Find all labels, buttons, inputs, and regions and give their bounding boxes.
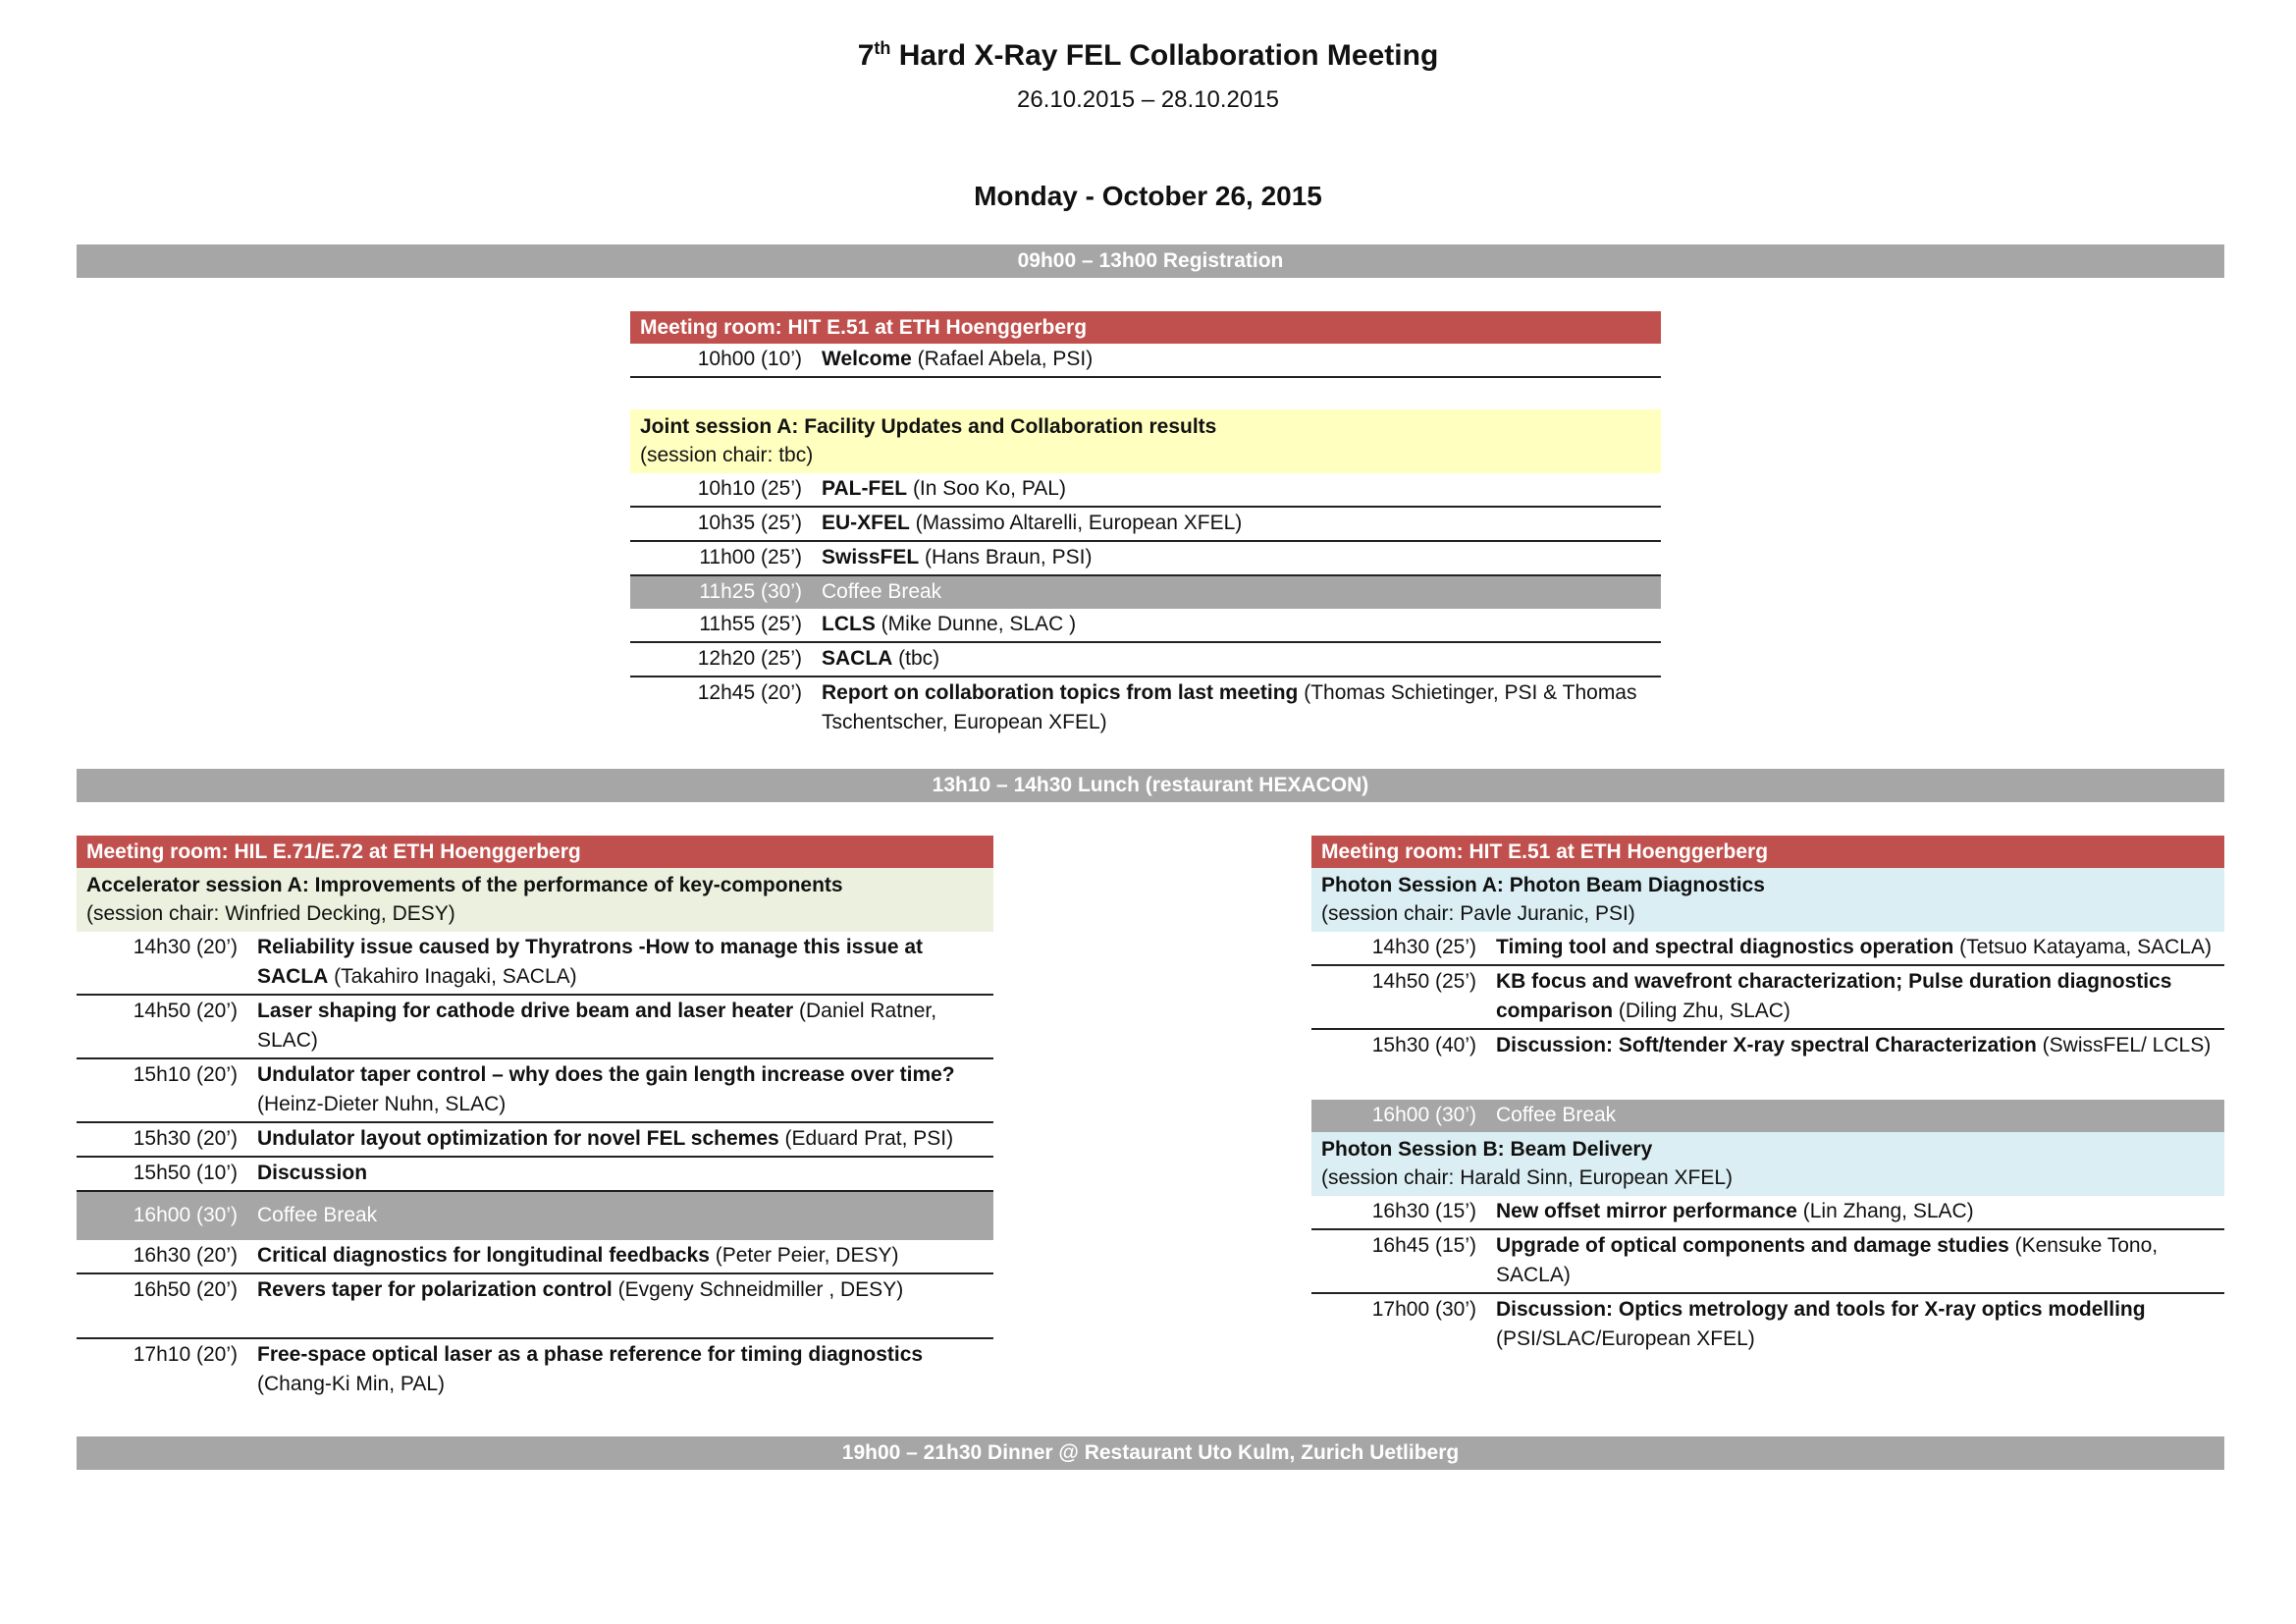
talk-speaker: (Rafael Abela, PSI) [911,348,1094,370]
row-time: 14h30 (25’) [1371,936,1476,958]
title-superscript: th [874,38,891,58]
title-number: 7 [857,39,875,72]
talk-title: KB focus and wavefront characterization; Pulse duration diagnostics comparison [1496,970,2172,1022]
schedule-row [77,1158,993,1192]
talk-speaker: (Eduard Prat, PSI) [778,1127,954,1150]
talk-title: LCLS [822,613,876,635]
row-time: 16h45 (15’) [1371,1234,1476,1257]
session-name: Accelerator session A: Improvements of the performance of key-components [86,874,843,896]
title-text: Hard X-Ray FEL Collaboration Meeting [890,39,1439,72]
row-time: 11h55 (25’) [699,613,802,635]
schedule-row [630,643,1661,677]
session-chair: (session chair: tbc) [640,444,814,466]
row-description [1496,1031,2224,1060]
row-description [257,1159,993,1188]
row-time: 15h30 (20’) [133,1127,238,1150]
schedule-row [630,609,1661,643]
schedule-row [77,996,993,1059]
talk-title: Reliability issue caused by Thyratrons -How to manage this issue at SACLA [257,936,924,988]
schedule-row [77,1339,993,1401]
talk-speaker: (Evgeny Schneidmiller , DESY) [612,1278,904,1301]
talk-speaker: (SwissFEL/ LCLS) [2036,1034,2212,1056]
row-description [822,678,1661,737]
talk-title: Laser shaping for cathode drive beam and laser heater [257,1000,794,1022]
schedule-row [1311,932,2224,966]
talk-title: Upgrade of optical components and damage studies [1496,1234,2009,1257]
talk-title: Timing tool and spectral diagnostics operation [1496,936,1954,958]
dinner-bar: 19h00 – 21h30 Dinner @ Restaurant Uto Kulm, Zurich Uetliberg [77,1436,2224,1470]
schedule-row [1311,1230,2224,1294]
row-time: 16h00 (30’) [1371,1104,1476,1126]
coffee-break-row [1311,1100,2224,1132]
talk-title: Critical diagnostics for longitudinal feedbacks [257,1244,710,1267]
row-description [1496,1197,2224,1226]
talk-speaker: (Diling Zhu, SLAC) [1613,1000,1790,1022]
talk-speaker: (Peter Peier, DESY) [709,1244,899,1267]
row-description [257,1124,993,1154]
photon-session-block [1311,836,2224,1356]
row-time: 10h10 (25’) [697,477,802,500]
talk-speaker: (Massimo Altarelli, European XFEL) [909,512,1243,534]
schedule-rows [630,473,1661,739]
talk-speaker: (Hans Braun, PSI) [919,546,1093,568]
row-description [1496,933,2224,962]
row-time: 10h35 (25’) [697,512,802,534]
talk-title: Revers taper for polarization control [257,1278,613,1301]
row-description [257,1275,993,1305]
talk-speaker: (Lin Zhang, SLAC) [1796,1200,1974,1222]
row-time: 12h45 (20’) [697,681,802,704]
schedule-row [630,473,1661,508]
row-description: Coffee Break [1496,1104,1617,1126]
meeting-title [0,39,2296,73]
row-time: 16h30 (15’) [1371,1200,1476,1222]
schedule-row [77,1240,993,1274]
session-name: Photon Session A: Photon Beam Diagnostics [1321,874,1765,896]
talk-speaker: (Daniel Ratner, SLAC) [257,1000,937,1052]
row-time: 12h20 (25’) [697,647,802,670]
session-chair: (session chair: Pavle Juranic, PSI) [1321,902,1635,925]
session-header [1311,868,2224,932]
schedule-row [630,542,1661,576]
meeting-room-header: Meeting room: HIL E.71/E.72 at ETH Hoenggerberg [77,836,993,868]
schedule-row [1311,1294,2224,1356]
talk-title: Discussion [257,1162,368,1184]
schedule-row [77,1059,993,1123]
talk-title: Undulator taper control – why does the gain length increase over time? [257,1063,955,1086]
schedule-row [1311,1196,2224,1230]
schedule-rows [1311,1196,2224,1356]
meeting-dates: 26.10.2015 – 28.10.2015 [1017,86,1279,113]
talk-speaker: (tbc) [892,647,940,670]
row-time: 15h10 (20’) [133,1063,238,1086]
row-time: 10h00 (10’) [697,348,802,370]
row-time: 14h50 (25’) [1371,970,1476,993]
row-description [822,644,1661,674]
schedule-row [77,932,993,996]
talk-title: Undulator layout optimization for novel FEL schemes [257,1127,779,1150]
talk-title: EU-XFEL [822,512,910,534]
row-description [822,610,1661,639]
row-description [257,1340,993,1399]
talk-title: PAL-FEL [822,477,908,500]
lunch-bar: 13h10 – 14h30 Lunch (restaurant HEXACON) [77,769,2224,802]
row-time: 17h10 (20’) [133,1343,238,1366]
coffee-break-row [630,576,1661,609]
meeting-room-header: Meeting room: HIT E.51 at ETH Hoenggerberg [630,311,1661,344]
schedule-rows [77,932,993,1401]
row-description [1496,967,2224,1026]
talk-speaker: (Tetsuo Katayama, SACLA) [1953,936,2212,958]
row-description: Coffee Break [822,580,942,603]
talk-speaker: (Chang-Ki Min, PAL) [257,1373,446,1395]
row-time: 16h30 (20’) [133,1244,238,1267]
schedule-rows [1311,932,2224,1062]
row-time: 16h50 (20’) [133,1278,238,1301]
day-heading: Monday - October 26, 2015 [974,181,1322,211]
talk-speaker: (In Soo Ko, PAL) [907,477,1066,500]
coffee-break-row [77,1192,993,1240]
talk-title: Welcome [822,348,912,370]
schedule-row [630,508,1661,542]
row-description [822,345,1661,374]
talk-title: Report on collaboration topics from last meeting [822,681,1299,704]
talk-title: New offset mirror performance [1496,1200,1797,1222]
row-time: 14h50 (20’) [133,1000,238,1022]
talk-title: Discussion: Soft/tender X-ray spectral Characterization [1496,1034,2037,1056]
schedule-row [77,1274,993,1339]
talk-title: SACLA [822,647,893,670]
session-header [630,409,1661,473]
schedule-row [1311,966,2224,1030]
talk-title: SwissFEL [822,546,920,568]
talk-speaker: (Heinz-Dieter Nuhn, SLAC) [257,1093,507,1115]
session-chair: (session chair: Winfried Decking, DESY) [86,902,455,925]
schedule-row [630,677,1661,739]
session-header [77,868,993,932]
schedule-row [1311,1030,2224,1062]
talk-speaker: (Kensuke Tono, SACLA) [1496,1234,2159,1286]
registration-bar: 09h00 – 13h00 Registration [77,244,2224,278]
session-chair: (session chair: Harald Sinn, European XFEL) [1321,1166,1734,1189]
row-description [257,997,993,1056]
talk-speaker: (PSI/SLAC/European XFEL) [1496,1327,1755,1350]
row-description [822,474,1661,504]
meeting-room-header: Meeting room: HIT E.51 at ETH Hoenggerberg [1311,836,2224,868]
session-name: Joint session A: Facility Updates and Collaboration results [640,415,1217,438]
talk-speaker: (Mike Dunne, SLAC ) [875,613,1077,635]
accelerator-session-block [77,836,993,1401]
talk-title: Discussion: Optics metrology and tools for X-ray optics modelling [1496,1298,2146,1321]
row-description [822,543,1661,572]
row-time: 17h00 (30’) [1371,1298,1476,1321]
talk-speaker: (Takahiro Inagaki, SACLA) [328,965,577,988]
row-description [822,509,1661,538]
row-description [257,933,993,992]
row-time: 16h00 (30’) [133,1204,238,1226]
row-time: 11h00 (25’) [699,546,802,568]
row-time: 14h30 (20’) [133,936,238,958]
morning-session-block [630,311,1661,739]
row-description [257,1060,993,1119]
row-time: 11h25 (30’) [699,580,802,603]
schedule-row [77,1123,993,1158]
session-name: Photon Session B: Beam Delivery [1321,1138,1653,1161]
schedule-row-welcome [630,344,1661,378]
row-description [257,1241,993,1271]
row-time: 15h50 (10’) [133,1162,238,1184]
talk-title: Free-space optical laser as a phase reference for timing diagnostics [257,1343,924,1366]
row-description [1496,1295,2224,1354]
row-description [1496,1231,2224,1290]
row-time: 15h30 (40’) [1371,1034,1476,1056]
row-description: Coffee Break [257,1204,378,1226]
spacer [630,378,1661,409]
talk-speaker: (Thomas Schietinger, PSI & Thomas Tschentscher, European XFEL) [822,681,1637,733]
session-header [1311,1132,2224,1196]
spacer [1311,1062,2224,1100]
